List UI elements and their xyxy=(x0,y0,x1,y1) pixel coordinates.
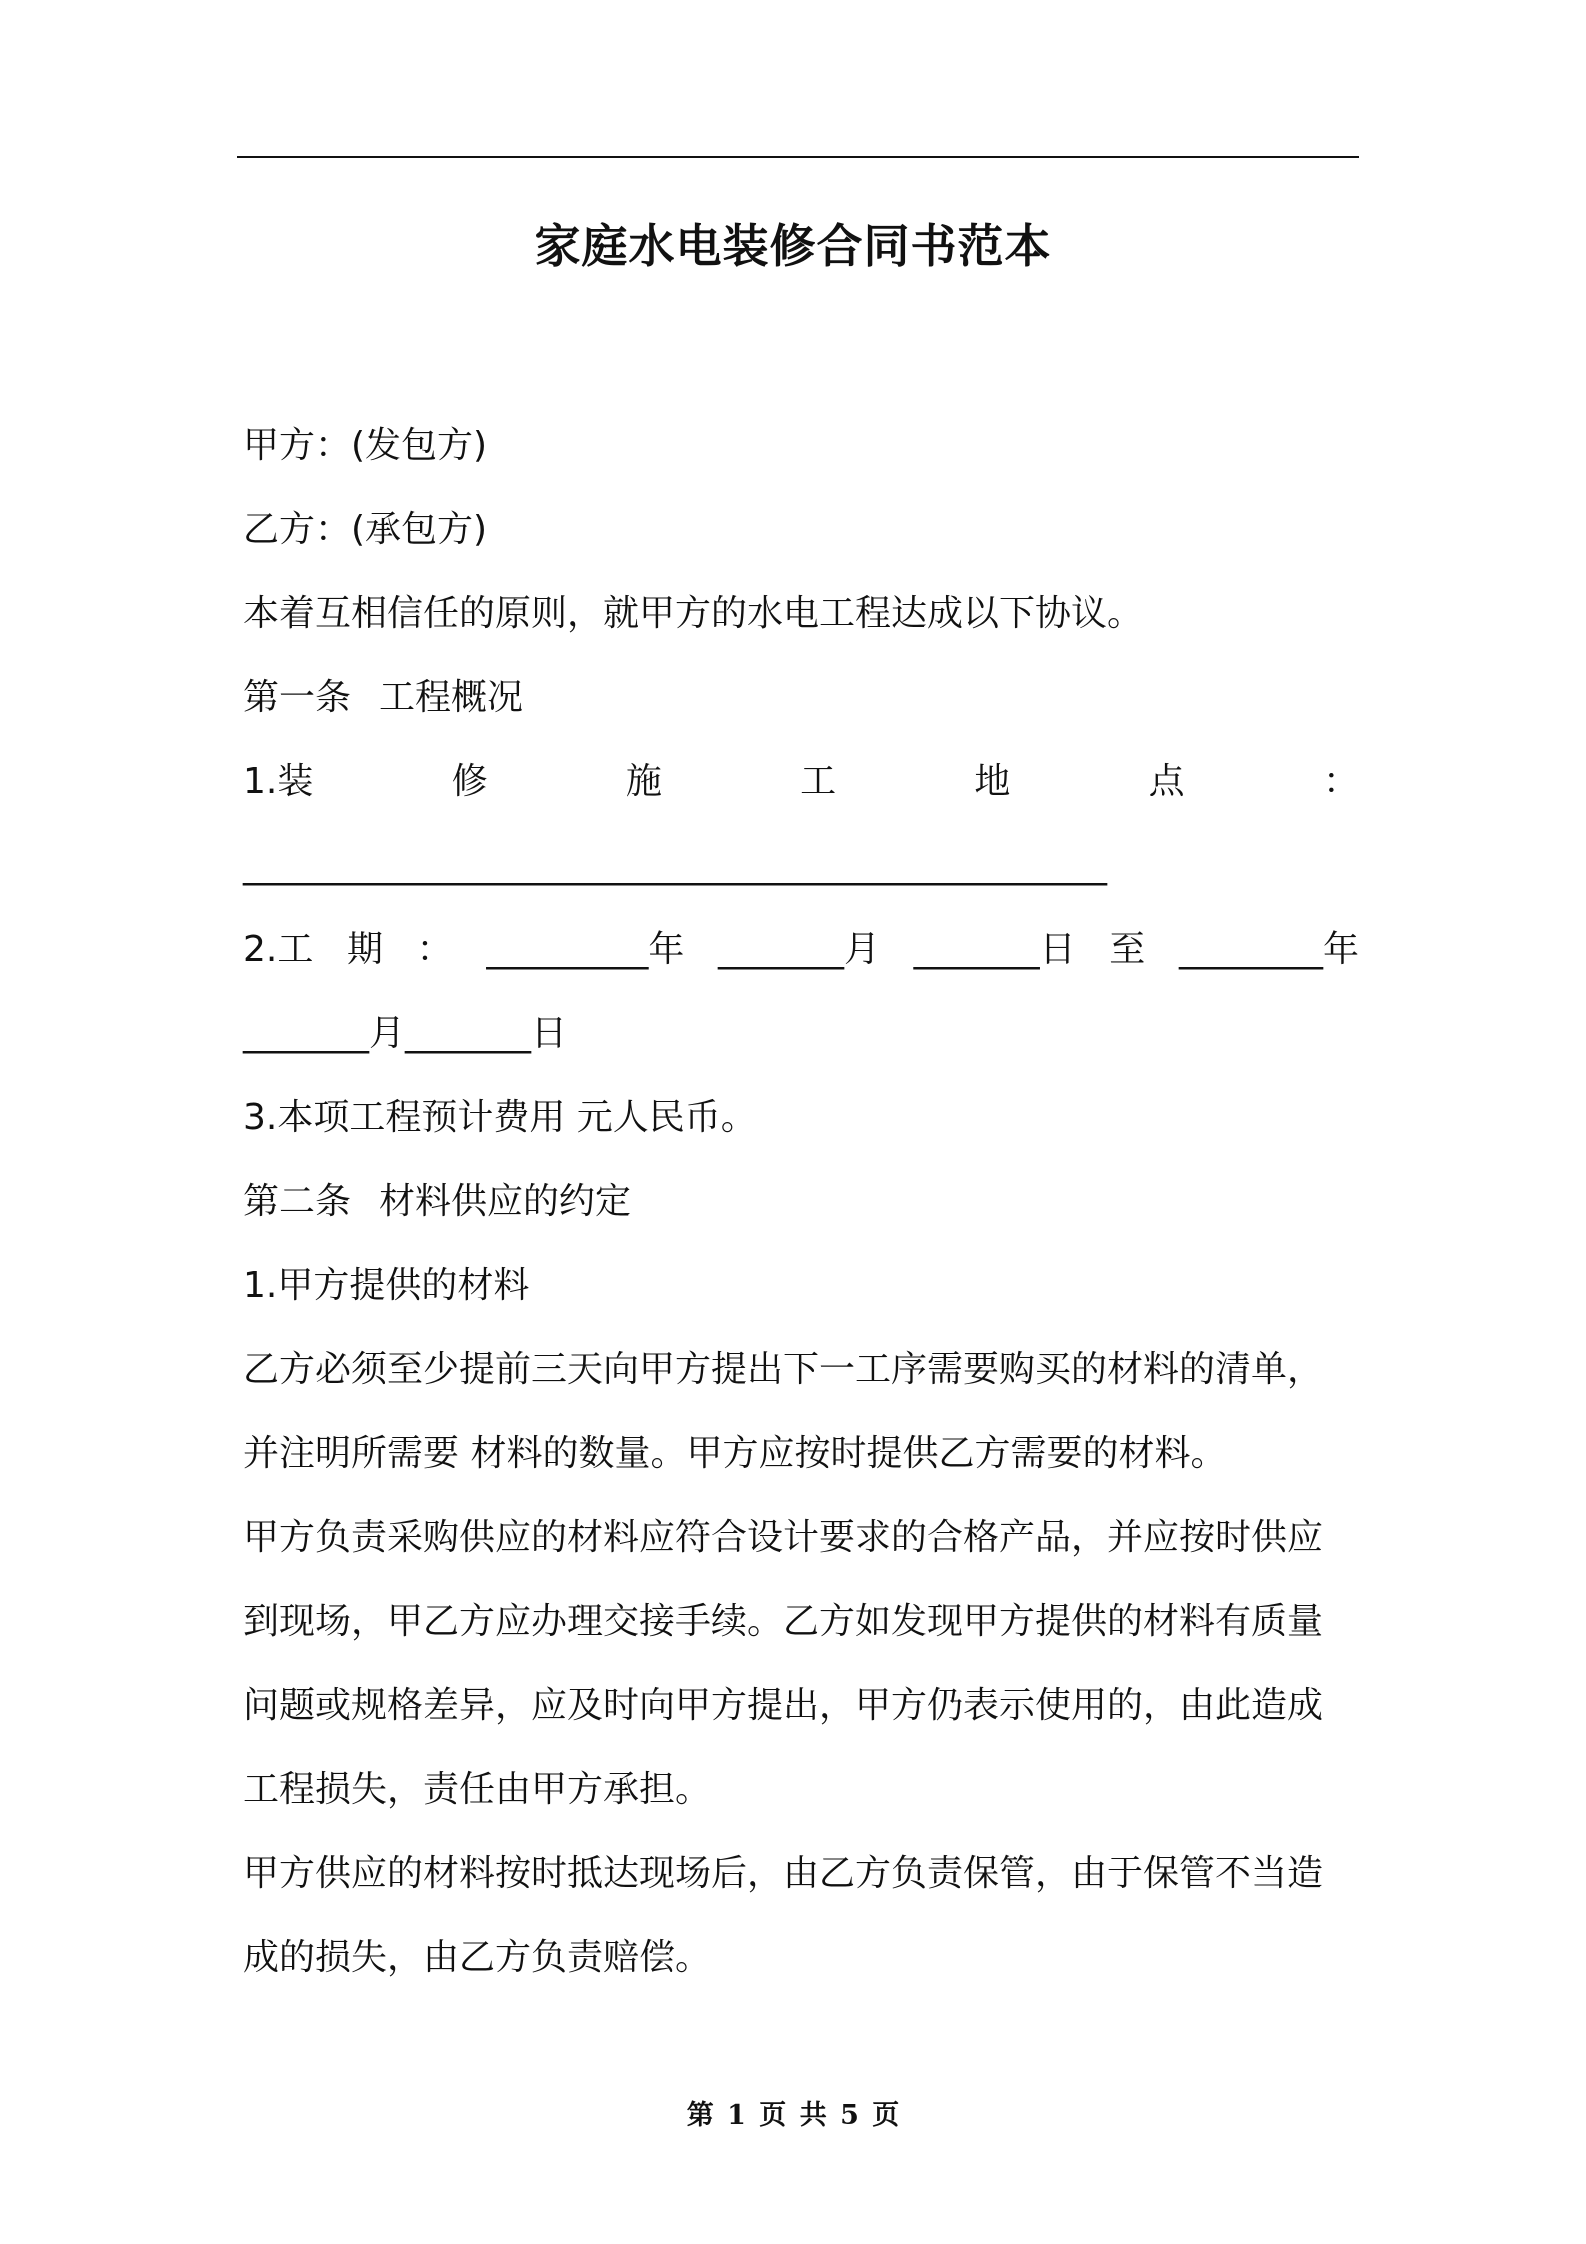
paragraph-line: 工程损失，责任由甲方承担。 xyxy=(243,1769,712,1810)
preamble-line: 本着互相信任的原则，就甲方的水电工程达成以下协议。 xyxy=(243,593,1144,634)
site-address-line xyxy=(243,740,1359,824)
site-char: ： xyxy=(1322,761,1359,802)
site-address-blank: ________________________________________________ xyxy=(243,845,1107,886)
paragraph-line: 问题或规格差异，应及时向甲方提出，甲方仍表示使用的，由此造成 xyxy=(243,1685,1324,1726)
paragraph-line: 并注明所需要 材料的数量。甲方应按时提供乙方需要的材料。 xyxy=(243,1433,1227,1474)
article-1-heading xyxy=(243,656,1359,740)
article-2-number: 第二条 xyxy=(243,1181,352,1222)
document-body xyxy=(243,404,1359,2000)
article-1-title: 工程概况 xyxy=(379,677,524,718)
paragraph-line: 成的损失，由乙方负责赔偿。 xyxy=(243,1937,712,1978)
paragraph-line: 到现场，甲乙方应办理交接手续。乙方如发现甲方提供的材料有质量 xyxy=(243,1601,1324,1642)
article-2-heading xyxy=(243,1160,1359,1244)
page-number: 第 1 页 共 5 页 xyxy=(686,2100,900,2131)
period-part: _______月 xyxy=(717,929,880,970)
work-period-continued: _______月_______日 xyxy=(243,1013,567,1054)
paragraph-line: 乙方必须至少提前三天向甲方提出下一工序需要购买的材料的清单， xyxy=(243,1349,1324,1390)
paragraph-line: 甲方供应的材料按时抵达现场后，由乙方负责保管，由于保管不当造 xyxy=(243,1853,1324,1894)
party-a-line: 甲方：(发包方) xyxy=(243,425,488,466)
estimated-cost-line: 3.本项工程预计费用 元人民币。 xyxy=(243,1097,757,1138)
site-char: 施 xyxy=(625,761,662,802)
site-char: 工 xyxy=(800,761,837,802)
site-char: 修 xyxy=(451,761,488,802)
site-char: 1.装 xyxy=(243,761,314,802)
period-part: _________年 xyxy=(486,929,685,970)
party-b-line: 乙方：(承包方) xyxy=(243,509,488,550)
article-2-title: 材料供应的约定 xyxy=(379,1181,632,1222)
materials-subheading: 1.甲方提供的材料 xyxy=(243,1265,530,1306)
site-char: 地 xyxy=(974,761,1011,802)
article-1-number: 第一条 xyxy=(243,677,352,718)
period-part: _______日 xyxy=(913,929,1076,970)
header-rule xyxy=(237,156,1359,158)
work-period-line xyxy=(243,908,1359,992)
paragraph-line: 甲方负责采购供应的材料应符合设计要求的合格产品，并应按时供应 xyxy=(243,1517,1324,1558)
document-title: 家庭水电装修合同书范本 xyxy=(534,219,1052,273)
period-part: ________年 xyxy=(1178,929,1359,970)
site-char: 点 xyxy=(1148,761,1185,802)
period-part: 期 xyxy=(347,929,384,970)
period-part: 至 xyxy=(1109,929,1146,970)
period-part: 2.工 xyxy=(243,929,314,970)
period-part: ： xyxy=(416,929,453,970)
